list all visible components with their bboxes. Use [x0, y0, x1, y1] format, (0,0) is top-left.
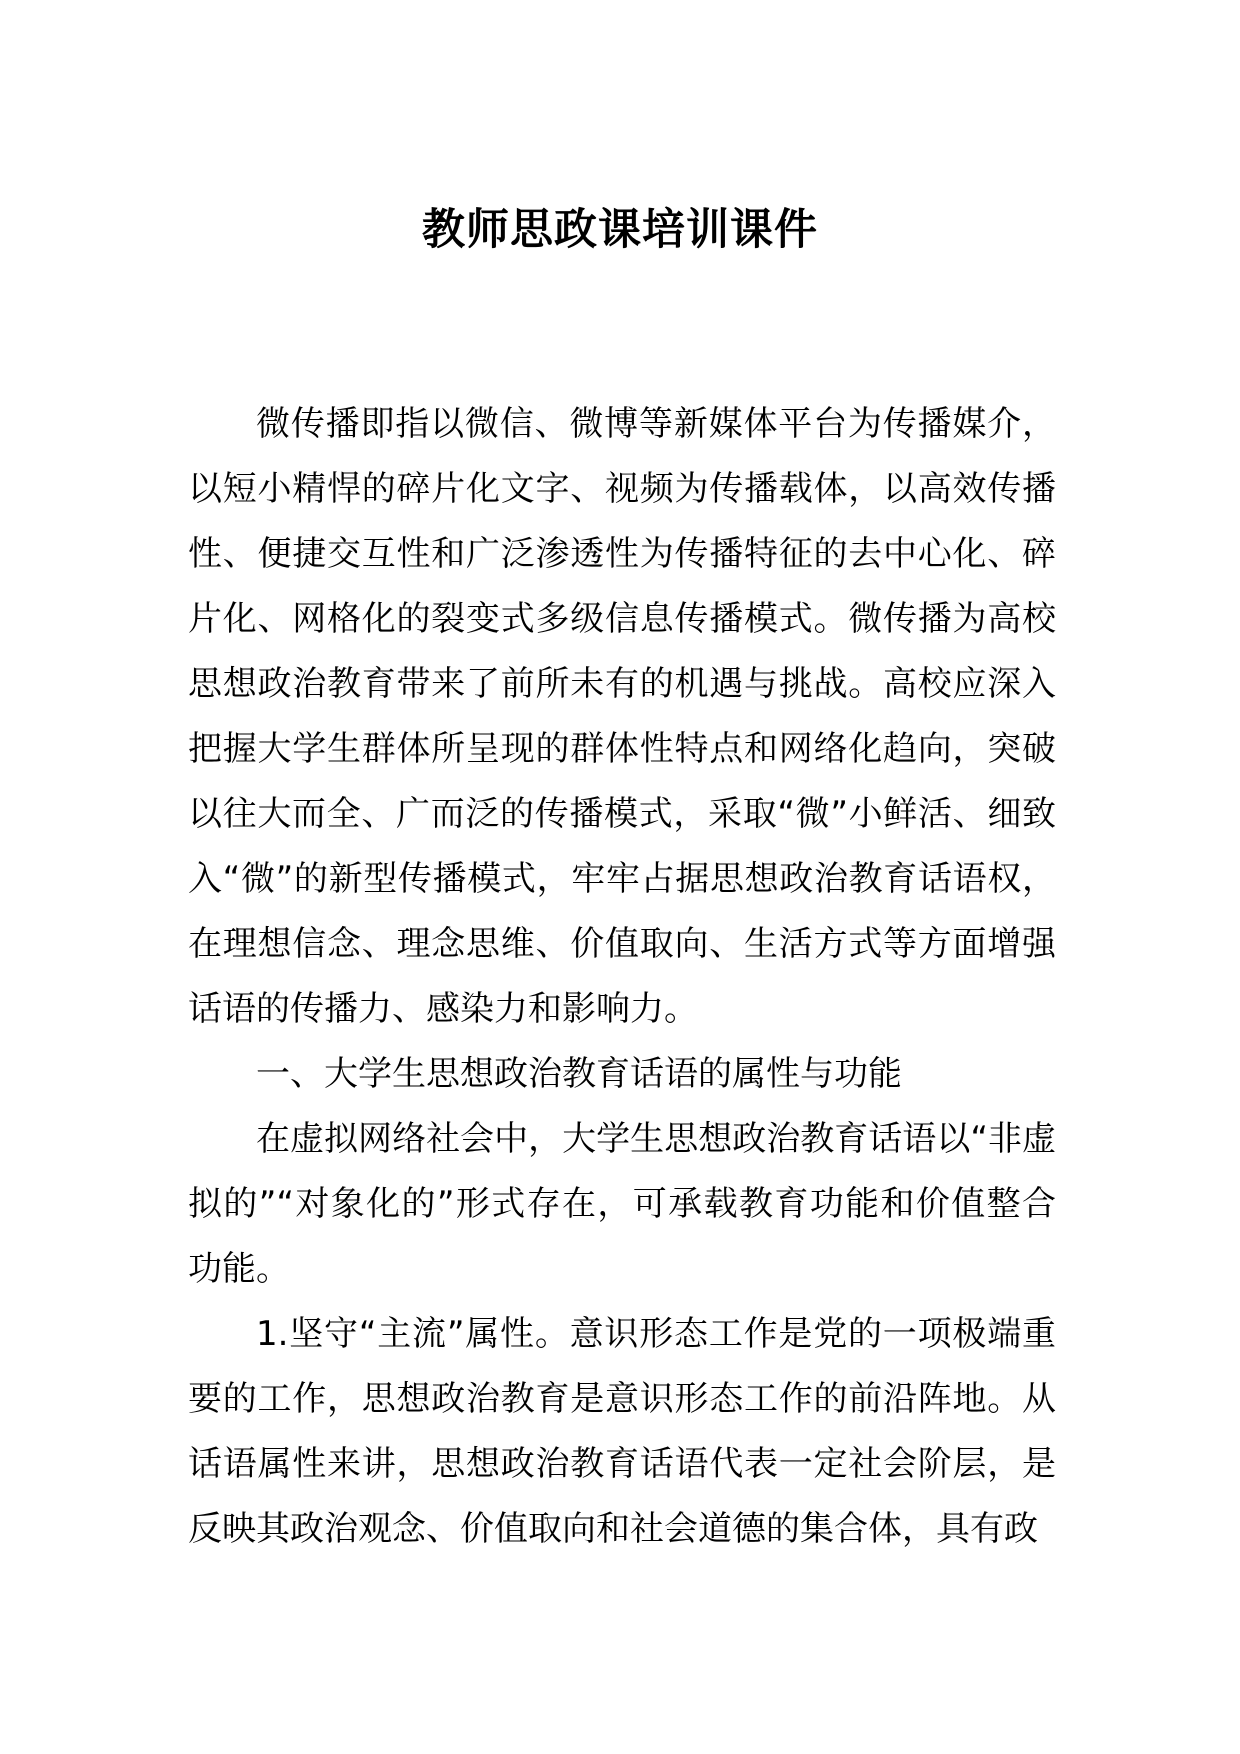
document-body — [188, 392, 1056, 1562]
paragraph-section-1-intro: 在虚拟网络社会中，大学生思想政治教育话语以“非虚拟的”“对象化的”形式存在，可承载教育功能和价值整合功能。 — [188, 1119, 1056, 1289]
document-title: 教师思政课培训课件 — [422, 205, 818, 255]
paragraph-intro: 微传播即指以微信、微博等新媒体平台为传播媒介，以短小精悍的碎片化文字、视频为传播载体，以高效传播性、便捷交互性和广泛渗透性为传播特征的去中心化、碎片化、网格化的裂变式多级信息传播模式。微传播为高校思想政治教育带来了前所未有的机遇与挑战。高校应深入把握大学生群体所呈现的群体性特点和网络化趋向，突破以往大而全、广而泛的传播模式，采取“微”小鲜活、细致入“微”的新型传播模式，牢牢占据思想政治教育话语权，在理想信念、理念思维、价值取向、生活方式等方面增强话语的传播力、感染力和影响力。 — [188, 404, 1056, 1029]
section-heading-1: 一、大学生思想政治教育话语的属性与功能 — [256, 1054, 902, 1094]
paragraph-point-1: 1.坚守“主流”属性。意识形态工作是党的一项极端重要的工作，思想政治教育是意识形态工作的前沿阵地。从话语属性来讲，思想政治教育话语代表一定社会阶层，是反映其政治观念、价值取向和社会道德的集合体，具有政 — [188, 1314, 1056, 1549]
